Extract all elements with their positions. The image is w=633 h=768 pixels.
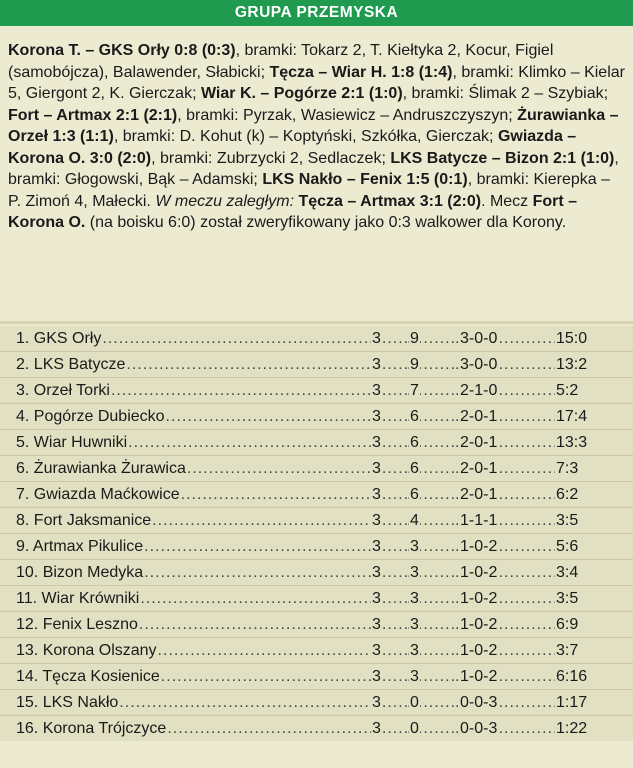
points-cell: [407, 352, 457, 377]
results-paragraph: [8, 40, 626, 234]
position: 4.: [16, 408, 30, 425]
win-draw-loss: 3-0-0: [459, 326, 498, 351]
wdl-cell: [455, 404, 555, 429]
wdl-cell: [455, 716, 555, 741]
leader-dots: [166, 408, 371, 425]
points: 3: [409, 534, 420, 559]
goals-cell: [555, 664, 625, 689]
position: 1.: [16, 330, 30, 347]
leader-dots: [187, 460, 371, 477]
goals-cell: [555, 378, 625, 403]
team-cell: [16, 404, 371, 429]
goals: 13:2: [556, 356, 588, 373]
games-cell: [371, 326, 407, 351]
games-played: 3: [371, 716, 382, 741]
position: 14.: [16, 668, 39, 685]
table-row: [0, 533, 633, 559]
games-played: 3: [371, 534, 382, 559]
goals: 5:2: [556, 382, 579, 399]
team-cell: [16, 612, 371, 637]
wdl-cell: [455, 586, 555, 611]
leader-dots: [161, 668, 371, 685]
team-cell: [16, 326, 371, 351]
games-played: 3: [371, 560, 382, 585]
points-cell: [407, 404, 457, 429]
games-played: 3: [371, 482, 382, 507]
wdl-cell: [455, 612, 555, 637]
table-row: [0, 637, 633, 663]
table-row: [0, 326, 633, 351]
win-draw-loss: 1-0-2: [459, 560, 498, 585]
games-cell: [371, 534, 407, 559]
games-cell: [371, 638, 407, 663]
team-name: LKS Batycze: [33, 356, 126, 373]
games-cell: [371, 508, 407, 533]
games-played: 3: [371, 378, 382, 403]
wdl-cell: [455, 664, 555, 689]
team-name: Korona Olszany: [42, 642, 157, 659]
games-played: 3: [371, 612, 382, 637]
points: 7: [409, 378, 420, 403]
wdl-cell: [455, 378, 555, 403]
match-scorers: , bramki: Ślimak 2 – Szybiak;: [402, 85, 609, 102]
games-cell: [371, 664, 407, 689]
wdl-cell: [455, 352, 555, 377]
goals: 17:4: [556, 408, 588, 425]
goals: 3:7: [556, 642, 579, 659]
team-name: Korona Trójczyce: [42, 720, 167, 737]
games-played: 3: [371, 456, 382, 481]
goals-cell: [555, 352, 625, 377]
points-cell: [407, 482, 457, 507]
goals-cell: [555, 482, 625, 507]
position: 8.: [16, 512, 30, 529]
leader-dots: [140, 590, 371, 607]
games-cell: [371, 586, 407, 611]
match-scorers: , bramki: Zubrzycki 2, Sedlaczek;: [151, 149, 391, 167]
goals-cell: [555, 404, 625, 429]
table-row: [0, 429, 633, 455]
games-cell: [371, 456, 407, 481]
goals-cell: [555, 716, 625, 741]
match-scorers: , bramki: Tokarz 2, T. Kiełtyka 2, Kocur, Figiel (samobójcza), Balawender, Słabicki;: [8, 42, 554, 81]
match-score: LKS Nakło – Fenix 1:5 (0:1): [262, 171, 468, 188]
goals-cell: [555, 326, 625, 351]
goals: 7:3: [556, 460, 579, 477]
team-name: Pogórze Dubiecko: [33, 408, 165, 425]
wdl-cell: [455, 534, 555, 559]
games-played: 3: [371, 586, 382, 611]
team-name: Wiar Huwniki: [33, 434, 128, 451]
team-cell: [16, 378, 371, 403]
goals-cell: [555, 534, 625, 559]
leader-dots: [102, 330, 371, 347]
points-cell: [407, 586, 457, 611]
goals: 6:16: [556, 668, 588, 685]
games-played: 3: [371, 664, 382, 689]
match-scorers: , bramki: Pyrzak, Wasiewicz – Andruszczyszyn;: [177, 106, 518, 124]
games-cell: [371, 560, 407, 585]
match-results: [8, 40, 626, 234]
team-cell: [16, 560, 371, 585]
points-cell: [407, 326, 457, 351]
goals: 3:4: [556, 564, 579, 581]
win-draw-loss: 1-0-2: [459, 534, 498, 559]
table-row: [0, 663, 633, 689]
team-cell: [16, 638, 371, 663]
goals-cell: [555, 430, 625, 455]
match-score: Korona T. – GKS Orły 0:8 (0:3): [8, 42, 236, 59]
table-row: [0, 455, 633, 481]
position: 7.: [16, 486, 30, 503]
goals: 3:5: [556, 590, 579, 607]
points-cell: [407, 690, 457, 715]
games-cell: [371, 716, 407, 741]
position: 9.: [16, 538, 30, 555]
win-draw-loss: 2-0-1: [459, 430, 498, 455]
goals: 6:2: [556, 486, 579, 503]
points-cell: [407, 508, 457, 533]
points: 6: [409, 430, 420, 455]
goals-cell: [555, 690, 625, 715]
match-score: LKS Batycze – Bizon 2:1 (1:0): [390, 149, 615, 167]
games-cell: [371, 352, 407, 377]
match-scorers: , bramki: Głogowski, Bąk – Adamski;: [8, 149, 619, 188]
match-score: Fort – Artmax 2:1 (2:1): [8, 106, 178, 124]
note-suffix: (na boisku 6:0) został zweryfikowany jako 0:3 walkower dla Korony.: [85, 214, 567, 231]
standings-table: [0, 326, 633, 741]
points-cell: [407, 430, 457, 455]
team-name: LKS Nakło: [42, 694, 119, 711]
team-cell: [16, 482, 371, 507]
win-draw-loss: 1-0-2: [459, 586, 498, 611]
games-cell: [371, 482, 407, 507]
position: 5.: [16, 434, 30, 451]
team-name: Fort Jaksmanice: [33, 512, 152, 529]
points: 0: [409, 716, 420, 741]
leader-dots: [119, 694, 371, 711]
note-match: Fort – Korona O.: [8, 192, 578, 231]
wdl-cell: [455, 456, 555, 481]
team-name: Tęcza Kosienice: [42, 668, 160, 685]
win-draw-loss: 2-0-1: [459, 404, 498, 429]
points: 9: [409, 352, 420, 377]
win-draw-loss: 2-0-1: [459, 482, 498, 507]
leader-dots: [158, 642, 371, 659]
postponed-label: W meczu zaległym:: [155, 192, 295, 210]
points-cell: [407, 560, 457, 585]
win-draw-loss: 1-0-2: [459, 664, 498, 689]
team-name: Żurawianka Żurawica: [33, 460, 186, 477]
games-cell: [371, 430, 407, 455]
win-draw-loss: 0-0-3: [459, 716, 498, 741]
win-draw-loss: 1-1-1: [459, 508, 498, 533]
leader-dots: [128, 434, 371, 451]
table-row: [0, 481, 633, 507]
position: 6.: [16, 460, 30, 477]
points-cell: [407, 456, 457, 481]
team-name: Fenix Leszno: [42, 616, 138, 633]
postponed-match: Tęcza – Artmax 3:1 (2:0): [298, 192, 482, 210]
team-cell: [16, 690, 371, 715]
goals: 5:6: [556, 538, 579, 555]
games-cell: [371, 612, 407, 637]
goals-cell: [555, 560, 625, 585]
position: 11.: [16, 590, 38, 607]
match-scorers: , bramki: Klimko – Kielar 5, Giergont 2, K. Gierczak;: [8, 63, 625, 102]
points-cell: [407, 612, 457, 637]
points-cell: [407, 638, 457, 663]
goals: 1:22: [556, 720, 588, 737]
goals: 13:3: [556, 434, 588, 451]
win-draw-loss: 2-0-1: [459, 456, 498, 481]
points: 3: [409, 586, 420, 611]
table-row: [0, 689, 633, 715]
win-draw-loss: 1-0-2: [459, 638, 498, 663]
position: 12.: [16, 616, 39, 633]
goals-cell: [555, 638, 625, 663]
table-row: [0, 559, 633, 585]
goals: 3:5: [556, 512, 579, 529]
table-row: [0, 715, 633, 741]
points-cell: [407, 534, 457, 559]
position: 13.: [16, 642, 39, 659]
team-name: Bizon Medyka: [42, 564, 144, 581]
points: 3: [409, 612, 420, 637]
games-played: 3: [371, 326, 382, 351]
goals: 1:17: [556, 694, 588, 711]
win-draw-loss: 1-0-2: [459, 612, 498, 637]
position: 3.: [16, 382, 30, 399]
table-row: [0, 351, 633, 377]
wdl-cell: [455, 638, 555, 663]
team-name: GKS Orły: [33, 330, 102, 347]
points: 6: [409, 456, 420, 481]
points: 3: [409, 560, 420, 585]
games-cell: [371, 404, 407, 429]
team-name: Gwiazda Maćkowice: [33, 486, 180, 503]
match-scorers: , bramki: Kierepka – P. Zimoń 4, Małecki.: [8, 171, 610, 210]
points: 3: [409, 638, 420, 663]
points: 6: [409, 404, 420, 429]
team-cell: [16, 586, 371, 611]
leader-dots: [144, 538, 371, 555]
match-score: Gwiazda – Korona O. 3:0 (2:0): [8, 128, 577, 167]
goals-cell: [555, 508, 625, 533]
points-cell: [407, 716, 457, 741]
leader-dots: [181, 486, 371, 503]
leader-dots: [126, 356, 371, 373]
games-played: 3: [371, 690, 382, 715]
team-cell: [16, 352, 371, 377]
goals: 15:0: [556, 330, 588, 347]
position: 15.: [16, 694, 39, 711]
points: 6: [409, 482, 420, 507]
wdl-cell: [455, 508, 555, 533]
position: 10.: [16, 564, 39, 581]
team-cell: [16, 716, 371, 741]
wdl-cell: [455, 560, 555, 585]
team-cell: [16, 508, 371, 533]
match-score: Wiar K. – Pogórze 2:1 (1:0): [200, 85, 403, 102]
games-played: 3: [371, 638, 382, 663]
win-draw-loss: 3-0-0: [459, 352, 498, 377]
goals-cell: [555, 612, 625, 637]
points: 4: [409, 508, 420, 533]
points: 3: [409, 664, 420, 689]
table-row: [0, 611, 633, 637]
leader-dots: [167, 720, 371, 737]
match-score: Tęcza – Wiar H. 1:8 (1:4): [269, 63, 453, 81]
table-row: [0, 507, 633, 533]
team-cell: [16, 456, 371, 481]
team-cell: [16, 664, 371, 689]
wdl-cell: [455, 482, 555, 507]
wdl-cell: [455, 326, 555, 351]
wdl-cell: [455, 690, 555, 715]
table-row: [0, 585, 633, 611]
table-row: [0, 403, 633, 429]
points: 9: [409, 326, 420, 351]
leader-dots: [139, 616, 371, 633]
table-row: [0, 377, 633, 403]
goals: 6:9: [556, 616, 579, 633]
win-draw-loss: 2-1-0: [459, 378, 498, 403]
match-score: Żurawianka – Orzeł 1:3 (1:1): [8, 106, 619, 145]
games-played: 3: [371, 352, 382, 377]
section-header: [0, 0, 633, 26]
goals-cell: [555, 586, 625, 611]
position: 16.: [16, 720, 39, 737]
games-played: 3: [371, 430, 382, 455]
points-cell: [407, 664, 457, 689]
leader-dots: [144, 564, 371, 581]
team-name: Artmax Pikulice: [32, 538, 144, 555]
section-title: GRUPA PRZEMYSKA: [234, 4, 399, 21]
games-cell: [371, 690, 407, 715]
team-cell: [16, 430, 371, 455]
leader-dots: [111, 382, 371, 399]
games-cell: [371, 378, 407, 403]
note-prefix: . Mecz: [481, 192, 533, 210]
team-name: Wiar Krówniki: [41, 590, 140, 607]
games-played: 3: [371, 508, 382, 533]
team-cell: [16, 534, 371, 559]
points: 0: [409, 690, 420, 715]
points-cell: [407, 378, 457, 403]
leader-dots: [152, 512, 371, 529]
section-divider: [0, 321, 633, 324]
position: 2.: [16, 356, 30, 373]
team-name: Orzeł Torki: [33, 382, 110, 399]
match-scorers: , bramki: D. Kohut (k) – Koptyński, Szkółka, Gierczak;: [113, 128, 498, 145]
wdl-cell: [455, 430, 555, 455]
games-played: 3: [371, 404, 382, 429]
goals-cell: [555, 456, 625, 481]
win-draw-loss: 0-0-3: [459, 690, 498, 715]
